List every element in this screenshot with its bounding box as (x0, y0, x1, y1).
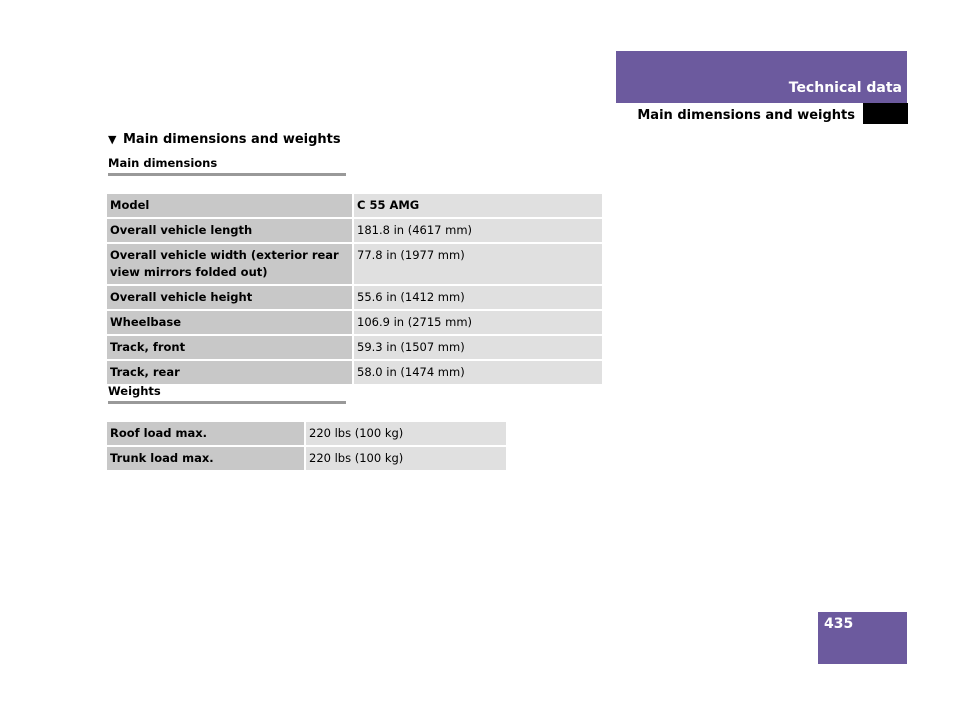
triangle-down-icon: ▼ (108, 133, 117, 146)
row-value: 59.3 in (1507 mm) (354, 336, 602, 359)
chapter-title: Technical data (788, 80, 902, 96)
row-label: Track, rear (107, 361, 354, 384)
page-heading-text: Main dimensions and weights (123, 132, 341, 147)
row-value: 55.6 in (1412 mm) (354, 286, 602, 309)
row-value: 220 lbs (100 kg) (306, 447, 506, 470)
table-row (107, 422, 506, 445)
row-value: 58.0 in (1474 mm) (354, 361, 602, 384)
row-label: Overall vehicle height (107, 286, 354, 309)
row-value: 181.8 in (4617 mm) (354, 219, 602, 242)
page-number: 435 (824, 616, 854, 632)
table-row (107, 311, 602, 334)
row-label: Overall vehicle length (107, 219, 354, 242)
row-value: 106.9 in (2715 mm) (354, 311, 602, 334)
weights-table (107, 420, 506, 472)
row-value: 220 lbs (100 kg) (306, 422, 506, 445)
row-label: Overall vehicle width (exterior rear view mirrors folded out) (107, 244, 354, 284)
row-label: Roof load max. (107, 422, 306, 445)
table-row (107, 336, 602, 359)
row-value: C 55 AMG (354, 194, 602, 217)
row-label: Model (107, 194, 354, 217)
main-dimensions-table (107, 192, 602, 386)
main-dimensions-heading: Main dimensions (108, 156, 218, 170)
table-row (107, 361, 602, 384)
table-row (107, 244, 602, 284)
page-heading (108, 132, 341, 147)
section-marker (863, 103, 908, 124)
main-dimensions-rule (108, 173, 346, 176)
weights-heading: Weights (108, 384, 161, 398)
table-row (107, 194, 602, 217)
weights-rule (108, 401, 346, 404)
row-label: Trunk load max. (107, 447, 306, 470)
row-label: Track, front (107, 336, 354, 359)
table-row (107, 219, 602, 242)
table-row (107, 286, 602, 309)
row-value: 77.8 in (1977 mm) (354, 244, 602, 284)
row-label: Wheelbase (107, 311, 354, 334)
table-row (107, 447, 506, 470)
section-title: Main dimensions and weights (637, 108, 855, 123)
